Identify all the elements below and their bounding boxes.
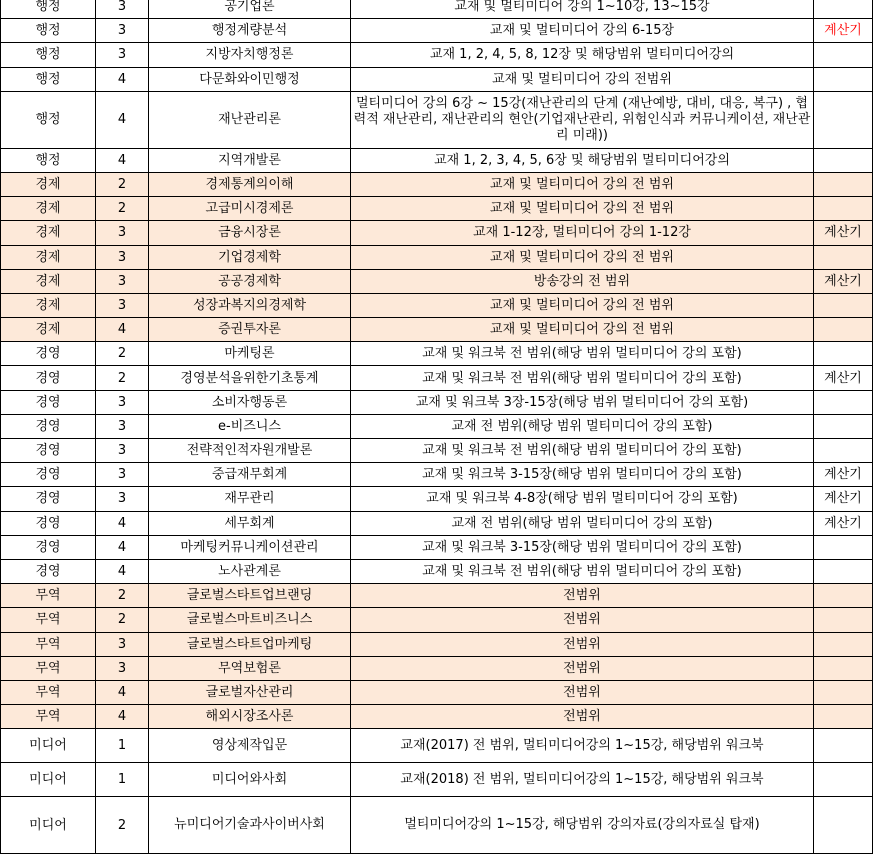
- year-cell: 3: [96, 632, 149, 656]
- note-cell: [814, 705, 873, 729]
- department-cell: 경영: [1, 463, 96, 487]
- note-cell: 계산기: [814, 366, 873, 390]
- course-name-cell: 고급미시경제론: [149, 197, 351, 221]
- year-cell: 2: [96, 342, 149, 366]
- exam-scope-cell: 교재 및 멀티미디어 강의 전 범위: [351, 293, 814, 317]
- department-cell: 경영: [1, 366, 96, 390]
- department-cell: 행정: [1, 43, 96, 67]
- year-cell: 3: [96, 390, 149, 414]
- table-row: [1, 221, 873, 245]
- year-cell: 1: [96, 763, 149, 797]
- exam-scope-cell: 교재 및 워크북 4-8장(해당 범위 멀티미디어 강의 포함): [351, 487, 814, 511]
- table-row: [1, 19, 873, 43]
- table-row: [1, 632, 873, 656]
- course-name-cell: 행정계량분석: [149, 19, 351, 43]
- exam-scope-cell: 교재 및 멀티미디어 강의 전 범위: [351, 172, 814, 196]
- course-name-cell: 마케팅론: [149, 342, 351, 366]
- table-row: [1, 559, 873, 583]
- note-cell: [814, 0, 873, 19]
- year-cell: 4: [96, 535, 149, 559]
- note-cell: [814, 148, 873, 172]
- table-row: [1, 763, 873, 797]
- note-cell: [814, 729, 873, 763]
- course-name-cell: 미디어와사회: [149, 763, 351, 797]
- department-cell: 미디어: [1, 763, 96, 797]
- exam-scope-cell: 교재(2017) 전 범위, 멀티미디어강의 1~15강, 해당범위 워크북: [351, 729, 814, 763]
- table-row: [1, 0, 873, 19]
- table-row: [1, 91, 873, 148]
- department-cell: 무역: [1, 632, 96, 656]
- exam-scope-cell: 교재 1-12장, 멀티미디어 강의 1-12강: [351, 221, 814, 245]
- department-cell: 무역: [1, 608, 96, 632]
- table-row: [1, 680, 873, 704]
- course-name-cell: 지역개발론: [149, 148, 351, 172]
- table-row: [1, 705, 873, 729]
- table-row: [1, 797, 873, 854]
- department-cell: 미디어: [1, 797, 96, 854]
- exam-scope-cell: 교재(2018) 전 범위, 멀티미디어강의 1~15강, 해당범위 워크북: [351, 763, 814, 797]
- table-row: [1, 487, 873, 511]
- year-cell: 3: [96, 439, 149, 463]
- table-row: [1, 439, 873, 463]
- note-cell: 계산기: [814, 221, 873, 245]
- table-row: [1, 414, 873, 438]
- note-cell: [814, 91, 873, 148]
- exam-scope-cell: 전범위: [351, 632, 814, 656]
- note-cell: [814, 535, 873, 559]
- table-row: [1, 584, 873, 608]
- table-body: [1, 0, 873, 854]
- course-name-cell: 마케팅커뮤니케이션관리: [149, 535, 351, 559]
- note-cell: [814, 439, 873, 463]
- note-cell: [814, 67, 873, 91]
- year-cell: 4: [96, 318, 149, 342]
- exam-scope-cell: 교재 및 워크북 전 범위(해당 범위 멀티미디어 강의 포함): [351, 342, 814, 366]
- note-cell: [814, 584, 873, 608]
- exam-scope-cell: 교재 및 워크북 전 범위(해당 범위 멀티미디어 강의 포함): [351, 439, 814, 463]
- note-cell: [814, 318, 873, 342]
- year-cell: 3: [96, 0, 149, 19]
- department-cell: 무역: [1, 656, 96, 680]
- department-cell: 경영: [1, 439, 96, 463]
- year-cell: 3: [96, 656, 149, 680]
- note-cell: [814, 797, 873, 854]
- exam-scope-cell: 교재 및 멀티미디어 강의 1~10강, 13~15강: [351, 0, 814, 19]
- exam-scope-cell: 교재 및 멀티미디어 강의 6-15장: [351, 19, 814, 43]
- year-cell: 4: [96, 148, 149, 172]
- course-name-cell: 해외시장조사론: [149, 705, 351, 729]
- exam-scope-cell: 전범위: [351, 608, 814, 632]
- exam-scope-cell: 교재 및 워크북 3-15장(해당 범위 멀티미디어 강의 포함): [351, 463, 814, 487]
- table-row: [1, 197, 873, 221]
- note-cell: [814, 414, 873, 438]
- year-cell: 4: [96, 67, 149, 91]
- exam-scope-cell: 교재 전 범위(해당 범위 멀티미디어 강의 포함): [351, 511, 814, 535]
- year-cell: 3: [96, 221, 149, 245]
- table-row: [1, 342, 873, 366]
- exam-scope-cell: 교재 및 워크북 전 범위(해당 범위 멀티미디어 강의 포함): [351, 559, 814, 583]
- table-row: [1, 366, 873, 390]
- year-cell: 3: [96, 463, 149, 487]
- exam-scope-cell: 교재 및 멀티미디어 강의 전 범위: [351, 318, 814, 342]
- exam-scope-cell: 교재 및 워크북 3-15장(해당 범위 멀티미디어 강의 포함): [351, 535, 814, 559]
- exam-scope-cell: 교재 1, 2, 4, 5, 8, 12장 및 해당범위 멀티미디어강의: [351, 43, 814, 67]
- note-cell: [814, 656, 873, 680]
- course-name-cell: 재난관리론: [149, 91, 351, 148]
- year-cell: 2: [96, 197, 149, 221]
- year-cell: 2: [96, 797, 149, 854]
- year-cell: 2: [96, 172, 149, 196]
- exam-scope-cell: 교재 및 워크북 전 범위(해당 범위 멀티미디어 강의 포함): [351, 366, 814, 390]
- department-cell: 행정: [1, 148, 96, 172]
- course-name-cell: 뉴미디어기술과사이버사회: [149, 797, 351, 854]
- department-cell: 경영: [1, 511, 96, 535]
- exam-scope-cell: 멀티미디어 강의 6강 ~ 15강(재난관리의 단계 (재난예방, 대비, 대응, 복구) , 협력적 재난관리, 재난관리의 현안(기업재난관리, 위험인식과 커뮤니케이션, 재난관리 미래)): [351, 91, 814, 148]
- course-name-cell: 기업경제학: [149, 245, 351, 269]
- table-row: [1, 390, 873, 414]
- course-name-cell: 지방자치행정론: [149, 43, 351, 67]
- department-cell: 경제: [1, 172, 96, 196]
- department-cell: 행정: [1, 67, 96, 91]
- exam-scope-cell: 교재 및 멀티미디어 강의 전 범위: [351, 245, 814, 269]
- department-cell: 경영: [1, 414, 96, 438]
- table-row: [1, 535, 873, 559]
- year-cell: 4: [96, 559, 149, 583]
- department-cell: 경제: [1, 221, 96, 245]
- department-cell: 무역: [1, 705, 96, 729]
- year-cell: 3: [96, 293, 149, 317]
- note-cell: 계산기: [814, 463, 873, 487]
- year-cell: 3: [96, 269, 149, 293]
- course-name-cell: 성장과복지의경제학: [149, 293, 351, 317]
- year-cell: 2: [96, 584, 149, 608]
- exam-scope-cell: 교재 1, 2, 3, 4, 5, 6장 및 해당범위 멀티미디어강의: [351, 148, 814, 172]
- table-row: [1, 608, 873, 632]
- course-name-cell: 공기업론: [149, 0, 351, 19]
- course-name-cell: 금융시장론: [149, 221, 351, 245]
- year-cell: 2: [96, 366, 149, 390]
- course-name-cell: 노사관계론: [149, 559, 351, 583]
- department-cell: 경제: [1, 245, 96, 269]
- exam-scope-cell: 전범위: [351, 584, 814, 608]
- year-cell: 1: [96, 729, 149, 763]
- department-cell: 경영: [1, 342, 96, 366]
- department-cell: 미디어: [1, 729, 96, 763]
- course-name-cell: 전략적인적자원개발론: [149, 439, 351, 463]
- department-cell: 경제: [1, 269, 96, 293]
- exam-scope-cell: 교재 및 워크북 3장-15장(해당 범위 멀티미디어 강의 포함): [351, 390, 814, 414]
- year-cell: 3: [96, 19, 149, 43]
- department-cell: 무역: [1, 680, 96, 704]
- course-name-cell: 소비자행동론: [149, 390, 351, 414]
- department-cell: 경영: [1, 535, 96, 559]
- note-cell: [814, 559, 873, 583]
- table-row: [1, 148, 873, 172]
- year-cell: 3: [96, 43, 149, 67]
- table-row: [1, 293, 873, 317]
- table-row: [1, 511, 873, 535]
- table-row: [1, 729, 873, 763]
- table-row: [1, 245, 873, 269]
- note-cell: 계산기: [814, 19, 873, 43]
- note-cell: [814, 763, 873, 797]
- course-name-cell: 증권투자론: [149, 318, 351, 342]
- course-name-cell: 글로벌스타트업마케팅: [149, 632, 351, 656]
- note-cell: [814, 390, 873, 414]
- note-cell: [814, 632, 873, 656]
- note-cell: [814, 172, 873, 196]
- year-cell: 3: [96, 487, 149, 511]
- course-name-cell: 세무회계: [149, 511, 351, 535]
- course-name-cell: 경영분석을위한기초통계: [149, 366, 351, 390]
- exam-scope-cell: 교재 및 멀티미디어 강의 전범위: [351, 67, 814, 91]
- note-cell: 계산기: [814, 487, 873, 511]
- table-row: [1, 656, 873, 680]
- department-cell: 경제: [1, 318, 96, 342]
- note-cell: [814, 43, 873, 67]
- table-row: [1, 172, 873, 196]
- table-row: [1, 67, 873, 91]
- note-cell: [814, 197, 873, 221]
- year-cell: 4: [96, 91, 149, 148]
- course-name-cell: 무역보험론: [149, 656, 351, 680]
- note-cell: [814, 342, 873, 366]
- course-name-cell: 글로벌자산관리: [149, 680, 351, 704]
- course-name-cell: 글로벌스마트비즈니스: [149, 608, 351, 632]
- note-cell: [814, 680, 873, 704]
- table-row: [1, 463, 873, 487]
- department-cell: 경제: [1, 197, 96, 221]
- table-row: [1, 43, 873, 67]
- year-cell: 3: [96, 245, 149, 269]
- note-cell: [814, 245, 873, 269]
- department-cell: 행정: [1, 0, 96, 19]
- department-cell: 무역: [1, 584, 96, 608]
- year-cell: 4: [96, 680, 149, 704]
- exam-scope-cell: 교재 및 멀티미디어 강의 전 범위: [351, 197, 814, 221]
- course-name-cell: 경제통계의이해: [149, 172, 351, 196]
- course-name-cell: 중급재무회계: [149, 463, 351, 487]
- note-cell: [814, 608, 873, 632]
- course-name-cell: 공공경제학: [149, 269, 351, 293]
- exam-scope-cell: 멀티미디어강의 1~15강, 해당범위 강의자료(강의자료실 탑재): [351, 797, 814, 854]
- course-name-cell: 재무관리: [149, 487, 351, 511]
- table-row: [1, 318, 873, 342]
- table-row: [1, 269, 873, 293]
- course-name-cell: e-비즈니스: [149, 414, 351, 438]
- year-cell: 3: [96, 414, 149, 438]
- note-cell: [814, 293, 873, 317]
- department-cell: 경영: [1, 390, 96, 414]
- department-cell: 행정: [1, 19, 96, 43]
- note-cell: 계산기: [814, 511, 873, 535]
- department-cell: 행정: [1, 91, 96, 148]
- department-cell: 경영: [1, 559, 96, 583]
- note-cell: 계산기: [814, 269, 873, 293]
- year-cell: 2: [96, 608, 149, 632]
- department-cell: 경제: [1, 293, 96, 317]
- course-name-cell: 다문화와이민행정: [149, 67, 351, 91]
- year-cell: 4: [96, 705, 149, 729]
- exam-scope-cell: 방송강의 전 범위: [351, 269, 814, 293]
- exam-scope-cell: 교재 전 범위(해당 범위 멀티미디어 강의 포함): [351, 414, 814, 438]
- year-cell: 4: [96, 511, 149, 535]
- department-cell: 경영: [1, 487, 96, 511]
- exam-scope-cell: 전범위: [351, 705, 814, 729]
- course-name-cell: 글로벌스타트업브랜딩: [149, 584, 351, 608]
- exam-scope-cell: 전범위: [351, 656, 814, 680]
- exam-scope-cell: 전범위: [351, 680, 814, 704]
- course-name-cell: 영상제작입문: [149, 729, 351, 763]
